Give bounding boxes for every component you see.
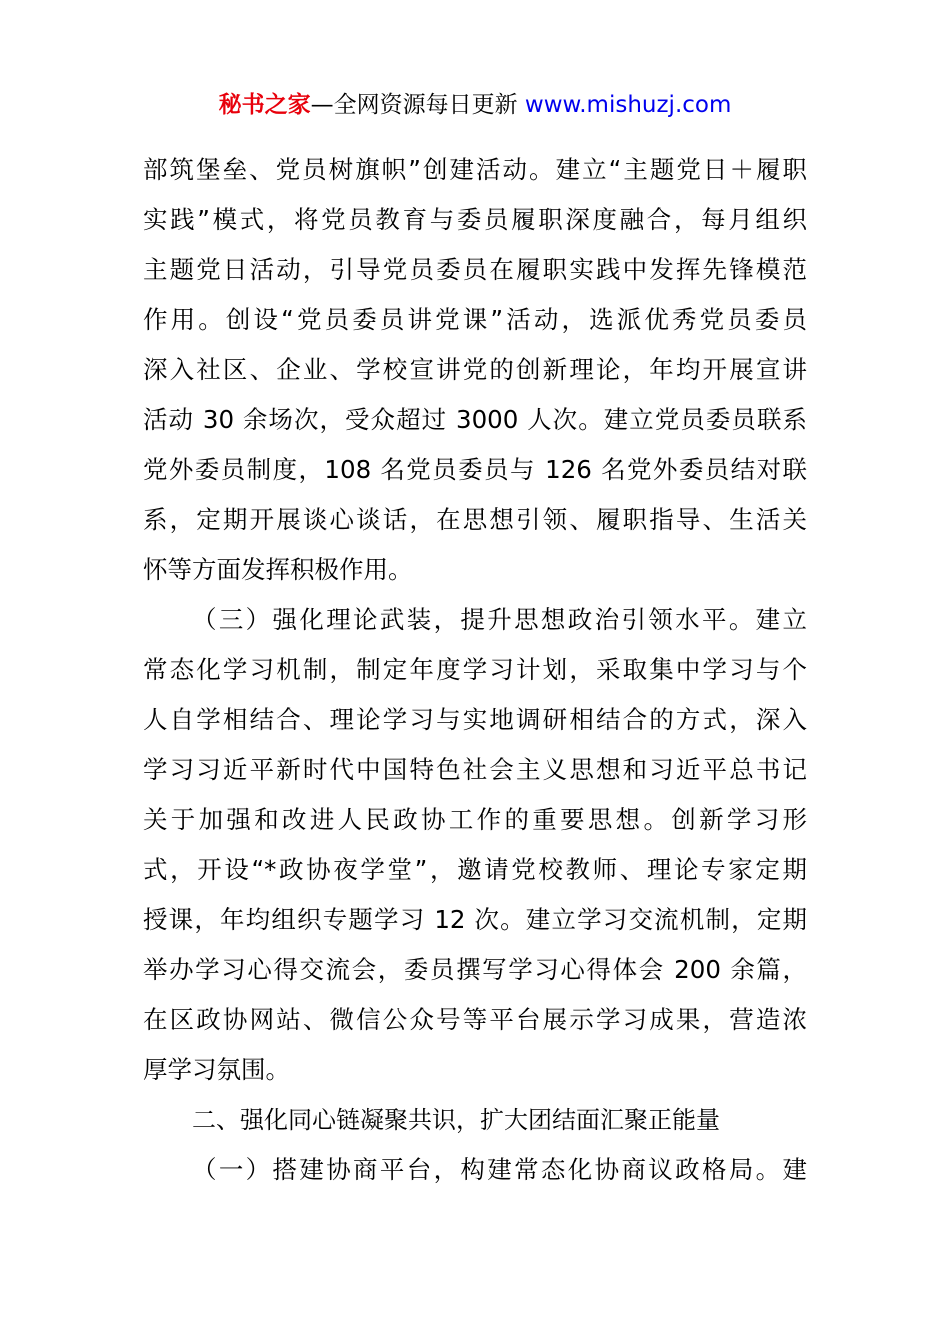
text-line: 主题党日活动，引导党员委员在履职实践中发挥先锋模范 — [143, 255, 807, 284]
text-line: 活动 30 余场次，受众超过 3000 人次。建立党员委员联系 — [143, 405, 807, 434]
header-tagline: 全网资源每日更新 — [333, 92, 525, 118]
text-line: 厚学习氛围。 — [143, 1055, 290, 1084]
paragraph-theory-study — [143, 595, 807, 1095]
text-line: 党外委员制度，108 名党员委员与 126 名党外委员结对联 — [143, 455, 807, 484]
text-line: 系，定期开展谈心谈话，在思想引领、履职指导、生活关 — [143, 505, 807, 534]
text-line: 深入社区、企业、学校宣讲党的创新理论，年均开展宣讲 — [143, 355, 807, 384]
text-line: （一）搭建协商平台，构建常态化协商议政格局。建 — [192, 1155, 807, 1184]
paragraph-party-building — [143, 145, 807, 595]
paragraph-consultation-platform — [143, 1145, 807, 1195]
text-line: 常态化学习机制，制定年度学习计划，采取集中学习与个 — [143, 655, 807, 684]
text-line: 授课，年均组织专题学习 12 次。建立学习交流机制，定期 — [143, 905, 807, 934]
text-line: 在区政协网站、微信公众号等平台展示学习成果，营造浓 — [143, 1005, 807, 1034]
text-line: 式，开设“*政协夜学堂”，邀请党校教师、理论专家定期 — [143, 855, 807, 884]
header-dash: — — [310, 92, 334, 118]
text-line: 举办学习心得交流会，委员撰写学习心得体会 200 余篇， — [143, 955, 807, 984]
text-line: 学习习近平新时代中国特色社会主义思想和习近平总书记 — [143, 755, 807, 784]
text-line: 实践”模式，将党员教育与委员履职深度融合，每月组织 — [143, 205, 807, 234]
text-line: 作用。创设“党员委员讲党课”活动，选派优秀党员委员 — [143, 305, 807, 334]
text-line: 部筑堡垒、党员树旗帜”创建活动。建立“主题党日＋履职 — [143, 155, 807, 184]
text-line: 人自学相结合、理论学习与实地调研相结合的方式，深入 — [143, 705, 807, 734]
brand-name: 秘书之家 — [218, 92, 311, 118]
section-heading: 二、强化同心链凝聚共识，扩大团结面汇聚正能量 — [192, 1106, 720, 1134]
text-line: 关于加强和改进人民政协工作的重要思想。创新学习形 — [143, 805, 807, 834]
text-line: 怀等方面发挥积极作用。 — [143, 555, 413, 584]
document-body — [143, 145, 807, 1195]
page-header — [0, 88, 950, 122]
text-line: （三）强化理论武装，提升思想政治引领水平。建立 — [192, 605, 807, 634]
header-url-link[interactable]: www.mishuzj.com — [524, 92, 732, 118]
